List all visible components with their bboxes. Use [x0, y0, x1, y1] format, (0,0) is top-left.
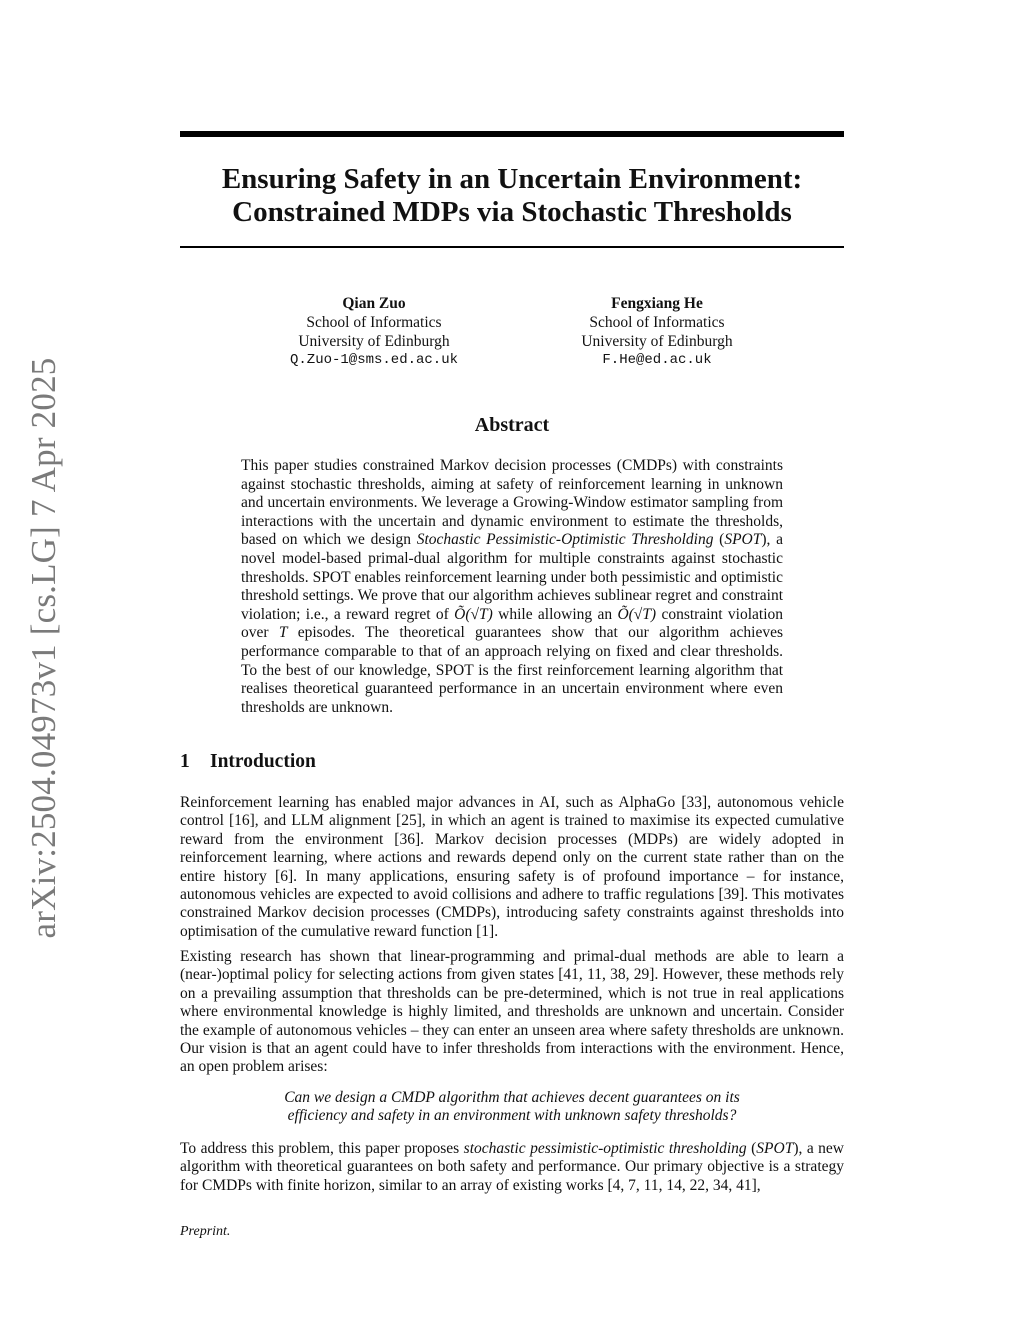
author-email[interactable]: F.He@ed.ac.uk — [602, 352, 712, 368]
paper-title — [180, 163, 844, 229]
author-department: School of Informatics — [589, 314, 725, 331]
preprint-footer: Preprint. — [180, 1224, 231, 1239]
paper-title-line-1: Ensuring Safety in an Uncertain Environment: — [221, 163, 803, 195]
author-block-1 — [244, 294, 504, 370]
section-title: Introduction — [210, 751, 316, 772]
paper-title-line-2: Constrained MDPs via Stochastic Thresholds — [232, 196, 792, 228]
author-department: School of Informatics — [306, 314, 442, 331]
abstract-heading: Abstract — [474, 414, 550, 436]
algorithm-term: stochastic pessimistic-optimistic thresholding — [463, 1140, 747, 1157]
author-block-2 — [527, 294, 787, 370]
author-name: Fengxiang He — [611, 295, 703, 312]
author-name: Qian Zuo — [342, 295, 406, 312]
algorithm-abbreviation: SPOT — [724, 531, 762, 549]
title-bottom-rule — [180, 246, 844, 248]
algorithm-abbreviation: SPOT — [756, 1140, 794, 1157]
arxiv-identifier-stamp: arXiv:2504.04973v1 [cs.LG] 7 Apr 2025 — [24, 357, 63, 939]
section-heading-introduction — [180, 751, 316, 773]
violation-bound-math: Õ(√T) — [617, 605, 657, 623]
intro-paragraph-1: Reinforcement learning has enabled major advances in AI, such as AlphaGo [33], autonomous vehicle control [16], and LLM alignment [25], in which an agent is trained to maximise its expected cumulative reward from the environment [36]. Markov decision processes (MDPs) are widely adopted in reinforcement learning, where actions and rewards depend only on the current state rather than on the entire history [6]. In many applications, ensuring safety is of profound importance – for instance, autonomous vehicles are expected to avoid collisions and adhere to traffic regulations [39]. This motivates constrained Markov decision processes (CMDPs), introducing safety constraints against thresholds into optimisation of the cumulative reward function [1]. — [180, 794, 844, 940]
question-line-2: efficiency and safety in an environment with unknown safety thresholds? — [287, 1107, 737, 1125]
author-email[interactable]: Q.Zuo-1@sms.ed.ac.uk — [289, 352, 459, 368]
section-number: 1 — [180, 751, 190, 772]
open-problem-question — [240, 1089, 784, 1126]
author-institution: University of Edinburgh — [298, 333, 450, 350]
episodes-variable: T — [278, 624, 288, 642]
regret-bound-math: Õ(√T) — [454, 605, 493, 623]
algorithm-name: Stochastic Pessimistic-Optimistic Thresholding — [416, 531, 714, 549]
abstract-text: This paper studies constrained Markov decision processes (CMDPs) with constraints against stochastic thresholds, aiming at safety of reinforcement learning in unknown and uncertain environments. We leverage a Growing-Window estimator sampling from interactions with the uncertain and dynamic environment to estimate the thresholds, based on which we design Stochastic Pessimistic-Optimistic Thresholding (SPOT), a novel model-based primal-dual algorithm for multiple constraints against stochastic thresholds. SPOT enables reinforcement learning under both pessimistic and optimistic threshold settings. We prove that our algorithm achieves sublinear regret and constraint violation; i.e., a reward regret of Õ(√T) while allowing an Õ(√T) constraint violation over T episodes. The theoretical guarantees show that our algorithm achieves performance comparable to that of an approach relying on fixed and clear thresholds. To the best of our knowledge, SPOT is the first reinforcement learning algorithm that realises theoretical guaranteed performance in an uncertain environment where even thresholds are unknown. — [241, 457, 784, 716]
question-line-1: Can we design a CMDP algorithm that achieves decent guarantees on its — [284, 1089, 740, 1106]
title-top-rule — [180, 131, 844, 137]
intro-paragraph-3: To address this problem, this paper proposes stochastic pessimistic-optimistic thresholding (SPOT), a new algorithm with theoretical guarantees on both safety and performance. Our primary objective is a strategy for CMDPs with finite horizon, similar to an array of existing works [4, 7, 11, 14, 22, 34, 41], — [180, 1140, 844, 1194]
author-institution: University of Edinburgh — [581, 333, 733, 350]
intro-paragraph-2: Existing research has shown that linear-programming and primal-dual methods are able to learn a (near-)optimal policy for selecting actions from given states [41, 11, 38, 29]. However, these methods rely on a prevailing assumption that thresholds can be pre-determined, which is not true in real applications where environmental knowledge is highly limited, and thresholds are unknown and uncertain. Consider the example of autonomous vehicles – they can enter an unseen area where safety thresholds are unknown. Our vision is that an agent could have to infer thresholds from interactions with the environment. Hence, an open problem arises: — [180, 948, 844, 1076]
